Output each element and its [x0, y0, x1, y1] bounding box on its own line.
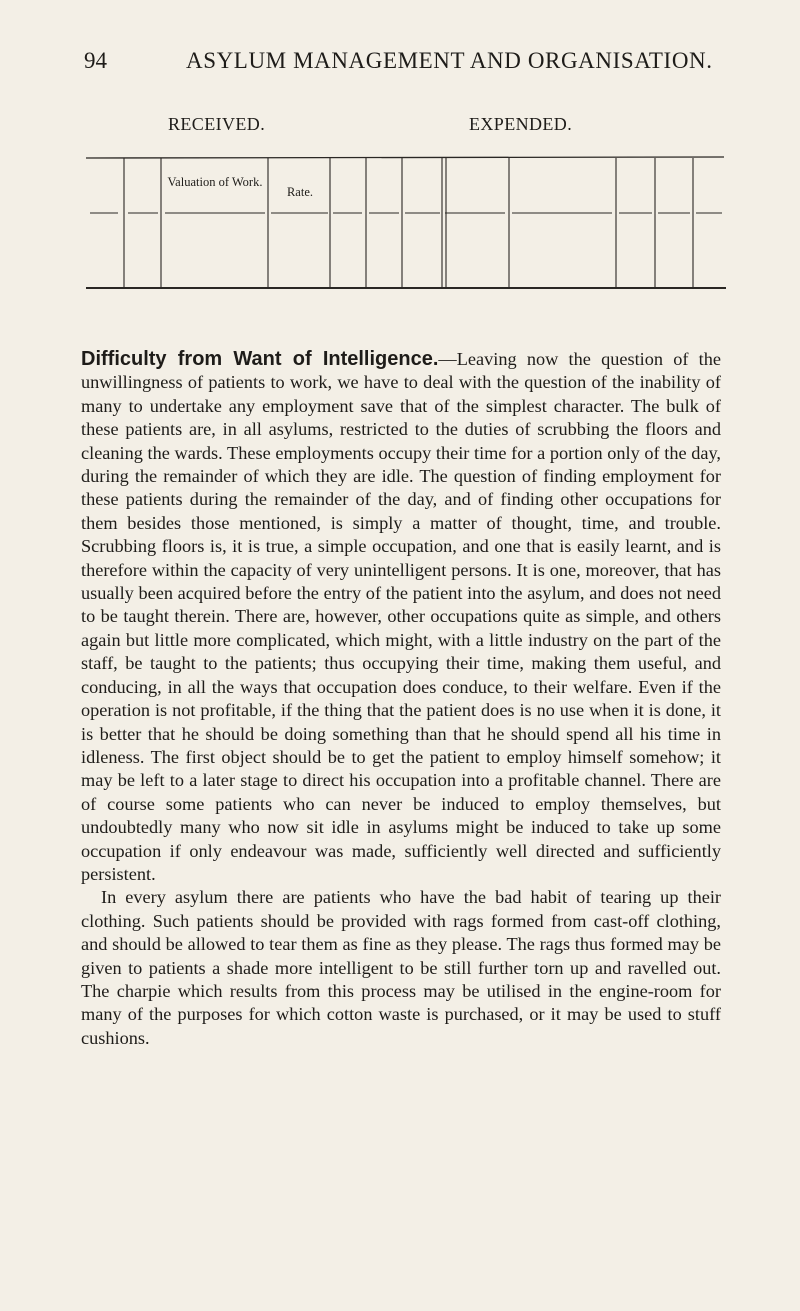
page-header [84, 48, 724, 78]
ledger-column-labels [0, 114, 800, 138]
valuation-column-header: Valuation of Work. [167, 175, 263, 189]
ledger-top-rule [86, 157, 724, 158]
paragraph [81, 348, 721, 886]
expended-label: EXPENDED. [469, 114, 573, 134]
ledger-table [0, 148, 800, 298]
running-title: ASYLUM MANAGEMENT AND ORGANISATION. [186, 48, 713, 73]
section-heading: Difficulty from Want of Intelligence. [81, 348, 439, 370]
paragraph-text: —Leaving now the question of the unwillingness of patients to work, we have to deal with the question of the inability of many to undertake any employment save that of the simplest character. The bulk of these patients are, in all asylums, restricted to the duties of scrubbing the floors and cleaning the wards. These employments occupy their time for a portion only of the day, during the remainder of which they are idle. The question of finding employment for these patients during the remainder of the day, and of finding other occupations for them besides those mentioned, is simply a matter of thought, time, and trouble. Scrubbing floors is, it is true, a simple occupation, and one that is easily learnt, and is therefore within the capacity of very unintelligent persons. It is one, moreover, that has usually been acquired before the entry of the patient into the asylum, and does not need to be taught therein. There are, however, other occupations quite as simple, and others again but little more complicated, which might, with a little industry on the part of the staff, be taught to the patients; thus occupying their time, making them useful, and conducing, in all the ways that occupation does conduce, to their welfare. Even if the operation is not profitable, if the thing that the patient does is no use when it is done, it is better that he should be doing something than that he should spend all his time in idleness. The first object should be to get the patient to employ himself somehow; it may be left to a later stage to direct his occupation into a profitable channel. There are of course some patients who can never be induced to employ themselves, but undoubtedly many who now sit idle in asylums might be induced to take up some occupation if only endeavour was made, sufficiently well directed and sufficiently persistent. [81, 349, 722, 884]
body-text [81, 348, 721, 1050]
received-label: RECEIVED. [168, 114, 266, 134]
paragraph: In every asylum there are patients who have the bad habit of tearing up their clothing. Such patients should be provided with rags formed from cast-off clothing, and should be allowed to tear them as fine as they please. The rags thus formed may be given to patients a shade more intelligent to be still further torn up and ravelled out. The charpie which results from this process may be utilised in the engine-room for many of the purposes for which cotton waste is purchased, or it may be used to stuff cushions. [81, 887, 721, 1048]
rate-column-header: Rate. [286, 185, 314, 199]
page-number: 94 [84, 48, 107, 73]
